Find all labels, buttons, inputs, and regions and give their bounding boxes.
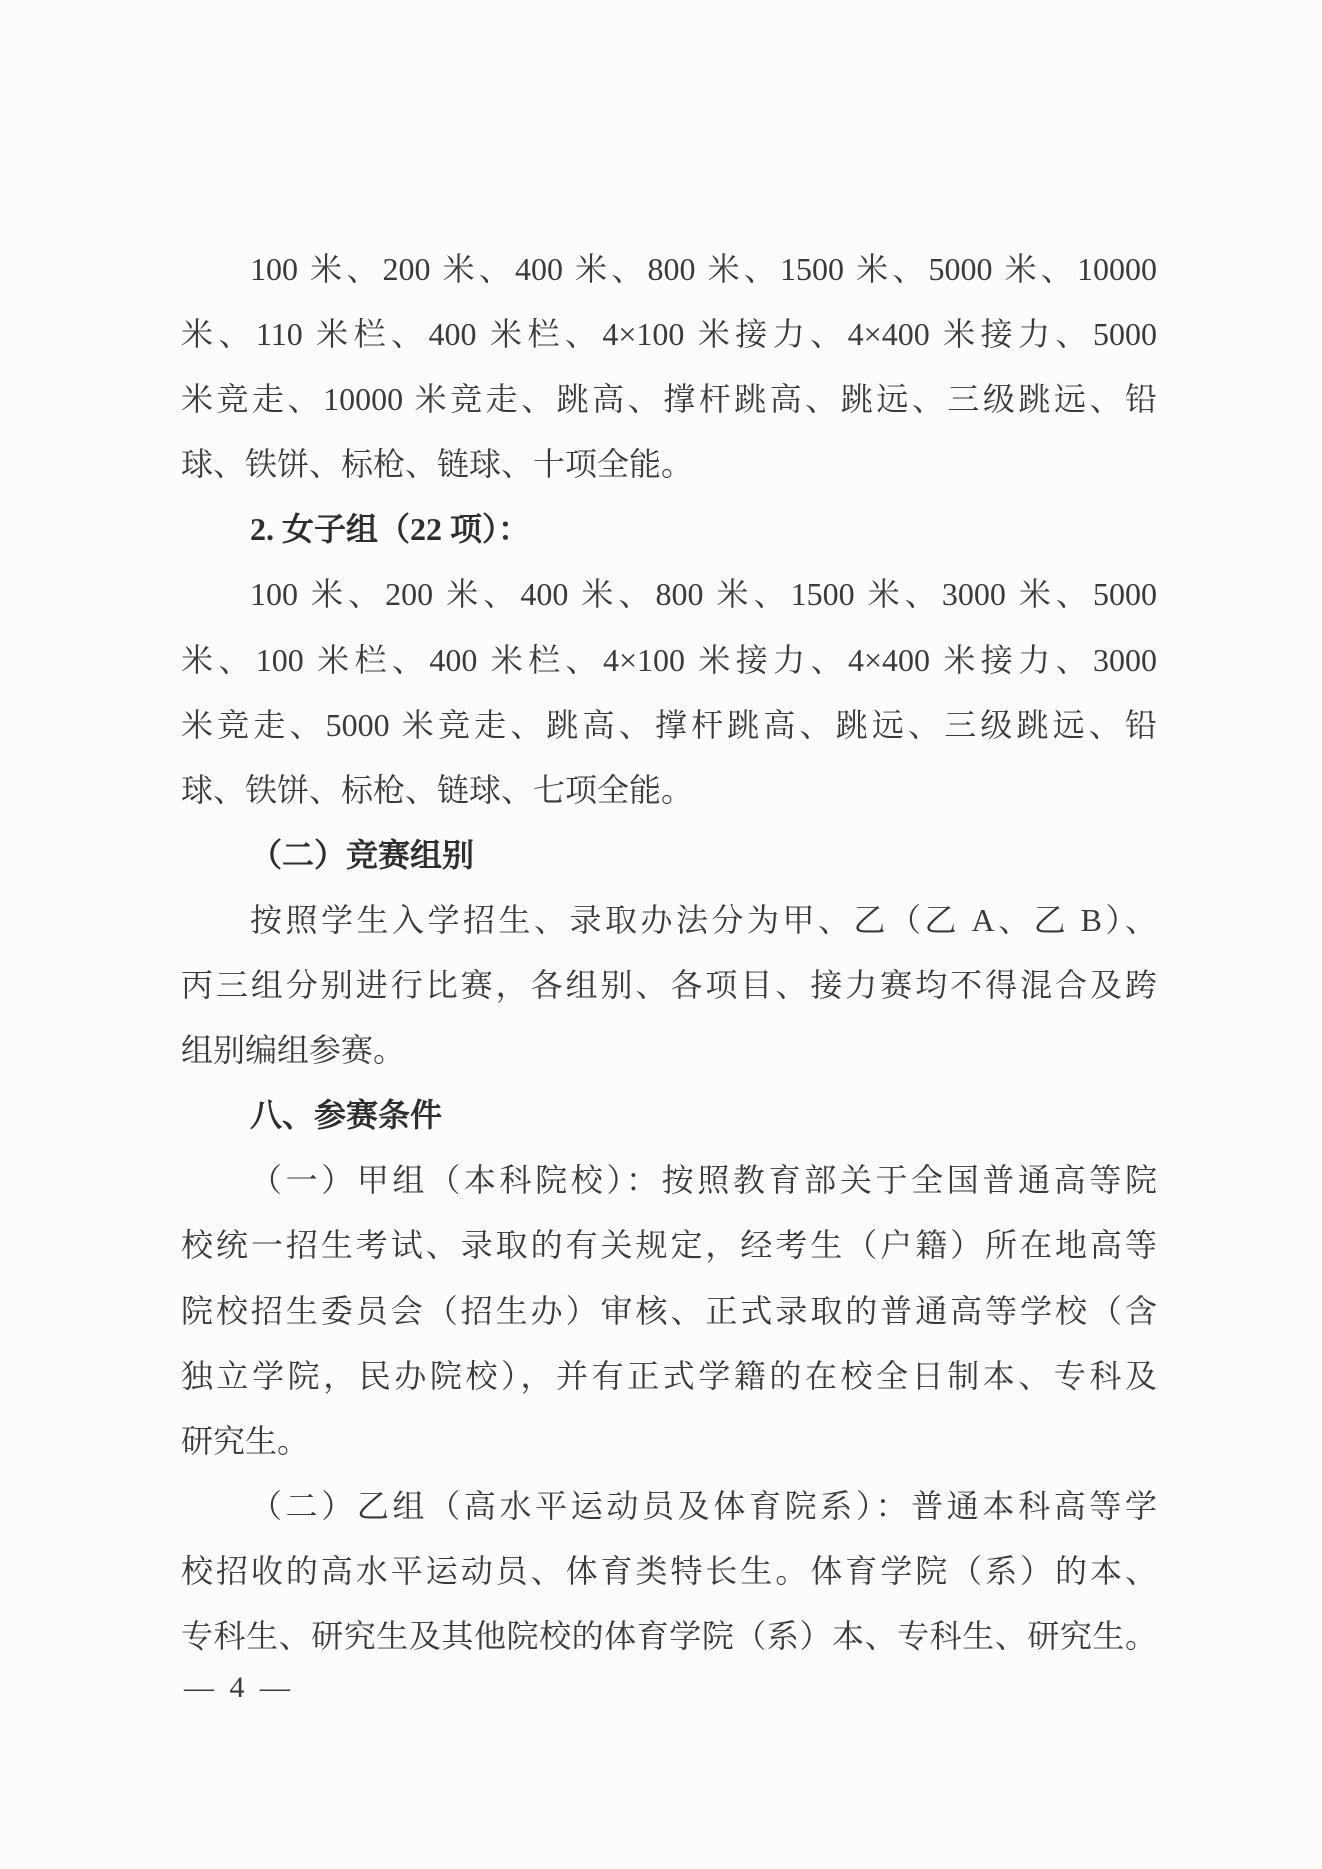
competition-groups-line: 组别编组参赛。 (181, 1032, 406, 1069)
men-events-line: 米竞走、10000 米竞走、跳高、撑杆跳高、跳远、三级跳远、铅 (181, 381, 1157, 418)
competition-groups-line: 按照学生入学招生、录取办法分为甲、乙（乙 A、乙 B）、 (250, 901, 1157, 938)
group-a-line: 独立学院，民办院校），并有正式学籍的在校全日制本、专科及 (181, 1357, 1157, 1394)
women-events-line: 球、铁饼、标枪、链球、七项全能。 (181, 771, 694, 808)
competition-groups-heading: （二）竞赛组别 (250, 836, 475, 873)
eligibility-heading: 八、参赛条件 (250, 1097, 443, 1134)
group-b-line: 校招收的高水平运动员、体育类特长生。体育学院（系）的本、 (181, 1552, 1157, 1589)
women-events-line: 米竞走、5000 米竞走、跳高、撑杆跳高、跳远、三级跳远、铅 (181, 706, 1157, 743)
competition-groups-line: 丙三组分别进行比赛，各组别、各项目、接力赛均不得混合及跨 (181, 967, 1157, 1004)
men-events-line: 100 米、200 米、400 米、800 米、1500 米、5000 米、10000 (250, 251, 1157, 287)
group-b-line: （二）乙组（高水平运动员及体育院系）：普通本科高等学 (250, 1487, 1157, 1524)
body-text (181, 237, 1157, 1669)
page-number: — 4 — (184, 1671, 294, 1704)
women-events-line: 米、100 米栏、400 米栏、4×100 米接力、4×400 米接力、3000 (181, 641, 1157, 678)
group-b-line: 专科生、研究生及其他院校的体育学院（系）本、专科生、研究生。 (181, 1617, 1157, 1654)
women-events-line: 100 米、200 米、400 米、800 米、1500 米、3000 米、5000 (250, 576, 1157, 613)
group-a-line: 院校招生委员会（招生办）审核、正式录取的普通高等学校（含 (181, 1292, 1157, 1329)
group-a-line: （一）甲组（本科院校）：按照教育部关于全国普通高等院 (250, 1162, 1157, 1199)
men-events-line: 米、110 米栏、400 米栏、4×100 米接力、4×400 米接力、5000 (181, 316, 1157, 353)
group-a-line: 研究生。 (181, 1422, 310, 1459)
group-a-line: 校统一招生考试、录取的有关规定，经考生（户籍）所在地高等 (181, 1227, 1157, 1264)
women-group-heading: 2. 女子组（22 项）： (250, 511, 531, 548)
men-events-line: 球、铁饼、标枪、链球、十项全能。 (181, 446, 694, 483)
